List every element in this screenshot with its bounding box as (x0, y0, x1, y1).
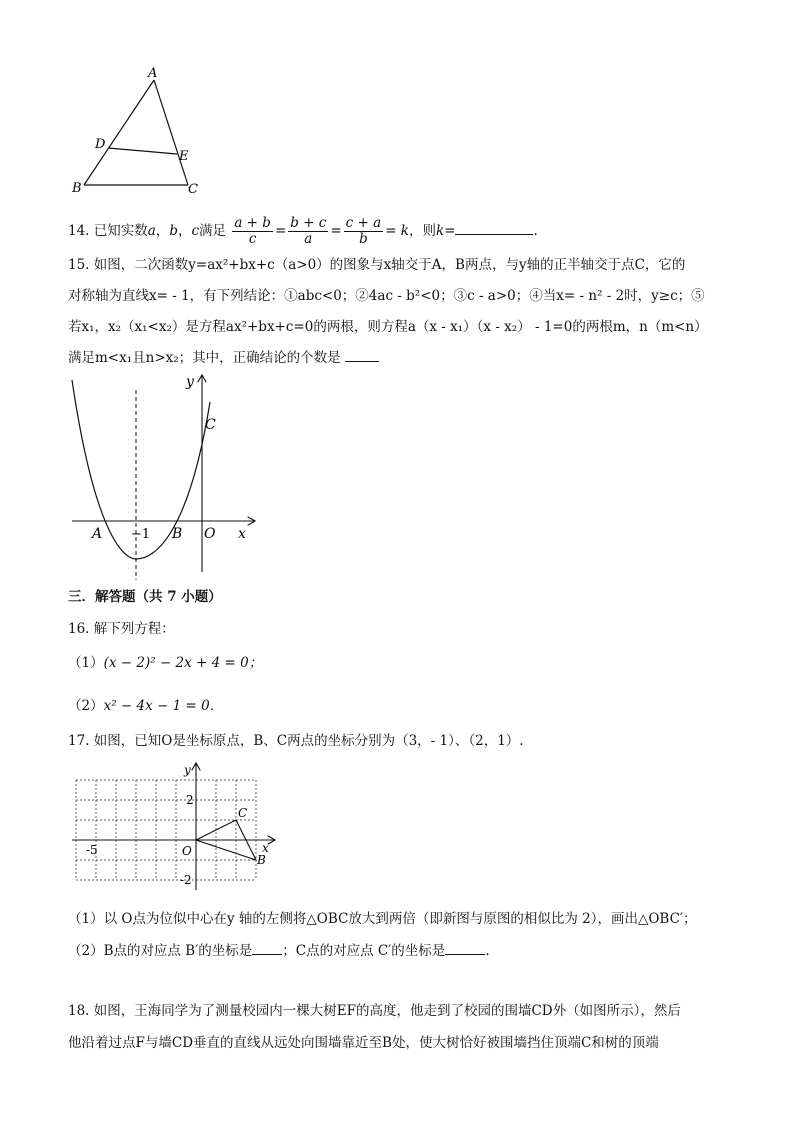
q14-eq: = (444, 223, 456, 239)
q14-var-b: b (169, 223, 178, 239)
q16-title: 16. 解下列方程： (68, 621, 175, 637)
q16-part-2-equation: x² − 4x − 1 = 0． (103, 698, 224, 714)
point-label-b: B (172, 526, 183, 542)
q15-line-2: 对称轴为直线x= - 1，有下列结论：①abc<0；②4ac - b²<0；③c - a>0；④当x= - n² - 2时，y≥c；⑤ (68, 288, 705, 304)
q15-line-4-text: 满足m<x₁且n>x₂；其中，正确结论的个数是 (68, 350, 341, 366)
side-ac (154, 80, 188, 185)
label-e: E (179, 149, 189, 164)
label-d: D (95, 137, 106, 152)
answer-blank-14[interactable] (455, 222, 533, 235)
grid-tick-neg5: -5 (86, 843, 98, 857)
q14-end: . (533, 223, 538, 239)
fraction-3 (344, 216, 384, 247)
answer-blank-15[interactable] (345, 349, 379, 362)
question-14: 14. 已知实数a，b，c满足 $\frac{a + b}{c}$ = $\frac{b + c}{a}$ = $\frac{c + a}{b}$ = k，则k= . (68, 215, 538, 247)
answer-blank-17a[interactable] (252, 942, 282, 955)
grid-label-o: O (182, 844, 192, 858)
segment-de (108, 148, 177, 154)
triangle-figure (64, 62, 214, 200)
q18-line-2: 他沿着过点F与墙CD垂直的直线从远处向围墙靠近至B处，使大树恰好被围墙挡住顶端C和树的顶端 (68, 1035, 659, 1051)
q14-mid: 满足 (199, 223, 227, 239)
q16-part-1-label: （1） (68, 655, 104, 671)
q17-part-2-c: . (485, 943, 490, 959)
point-label-c: C (205, 417, 216, 433)
grid-tick-neg2: -2 (180, 873, 192, 887)
fraction-1 (232, 216, 273, 247)
q14-var-c: c (191, 223, 200, 239)
side-ab (84, 80, 154, 185)
answer-blank-17b[interactable] (445, 942, 485, 955)
section-title: 三．解答题（共 7 小题） (68, 589, 222, 605)
q15-line-1: 15. 如图，二次函数y=ax²+bx+c（a>0）的图象与x轴交于A，B两点，与y轴的正半轴交于点C，它的 (68, 257, 686, 273)
axis-label-y: y (186, 374, 194, 390)
fraction-2-den: a (304, 231, 313, 247)
parabola-figure (64, 372, 264, 582)
fraction-3-den: b (359, 231, 368, 247)
fraction-3-num: c + a (345, 215, 382, 231)
label-b: B (72, 181, 82, 196)
q17-part-2-b: ；C点的对应点 C′的坐标是 (282, 943, 446, 959)
label-c: C (188, 182, 198, 197)
grid-figure (66, 760, 280, 896)
q14-k: k (435, 223, 445, 239)
q17-part-2-a: （2）B点的对应点 B′的坐标是 (68, 943, 253, 959)
q14-number: 14. 已知实数 (68, 223, 148, 239)
q16-part-2-label: （2） (68, 698, 104, 714)
q15-line-3: 若x₁，x₂（x₁<x₂）是方程ax²+bx+c=0的两根，则方程a（x - x₁）（x - x₂） - 1=0的两根m，n（m<n） (68, 319, 708, 335)
q17-part-2 (68, 942, 490, 960)
label-a: A (148, 66, 158, 81)
fraction-1-den: c (248, 231, 257, 247)
q14-sep1: ， (155, 223, 170, 239)
q15-line-4 (68, 349, 379, 367)
fraction-2 (288, 216, 328, 247)
axis-label-x: x (238, 526, 246, 542)
grid-lines (76, 780, 256, 880)
grid-label-c: C (238, 806, 248, 820)
grid-tick-2: 2 (186, 793, 194, 807)
fraction-2-num: b + c (290, 215, 327, 231)
q16-part-2 (68, 697, 223, 715)
tick-label-neg1: −1 (131, 527, 151, 542)
q14-eq-k: = k (385, 223, 409, 239)
q14-sep2: ， (177, 223, 192, 239)
fraction-1-num: a + b (234, 215, 271, 231)
origin-label: O (204, 526, 216, 542)
q17-title: 17. 如图，已知O是坐标原点，B、C两点的坐标分别为（3，- 1）、（2，1）. (68, 733, 524, 749)
point-label-a: A (92, 526, 103, 542)
grid-label-b: B (257, 853, 266, 867)
grid-label-x: x (262, 841, 269, 855)
q16-part-1 (68, 654, 262, 672)
q17-part-1: （1）以 O点为位似中心在y 轴的左侧将△OBC放大到两倍（即新图与原图的相似比为 2），画出△OBC′； (68, 911, 697, 927)
q14-tail: ，则 (408, 223, 436, 239)
q16-part-1-equation: (x − 2)² − 2x + 4 = 0； (103, 655, 263, 671)
q14-var-a: a (147, 223, 156, 239)
grid-label-y: y (184, 763, 191, 777)
q18-line-1: 18. 如图，王海同学为了测量校园内一棵大树EF的高度，他走到了校园的围墙CD外（如图所示），然后 (68, 1003, 681, 1019)
